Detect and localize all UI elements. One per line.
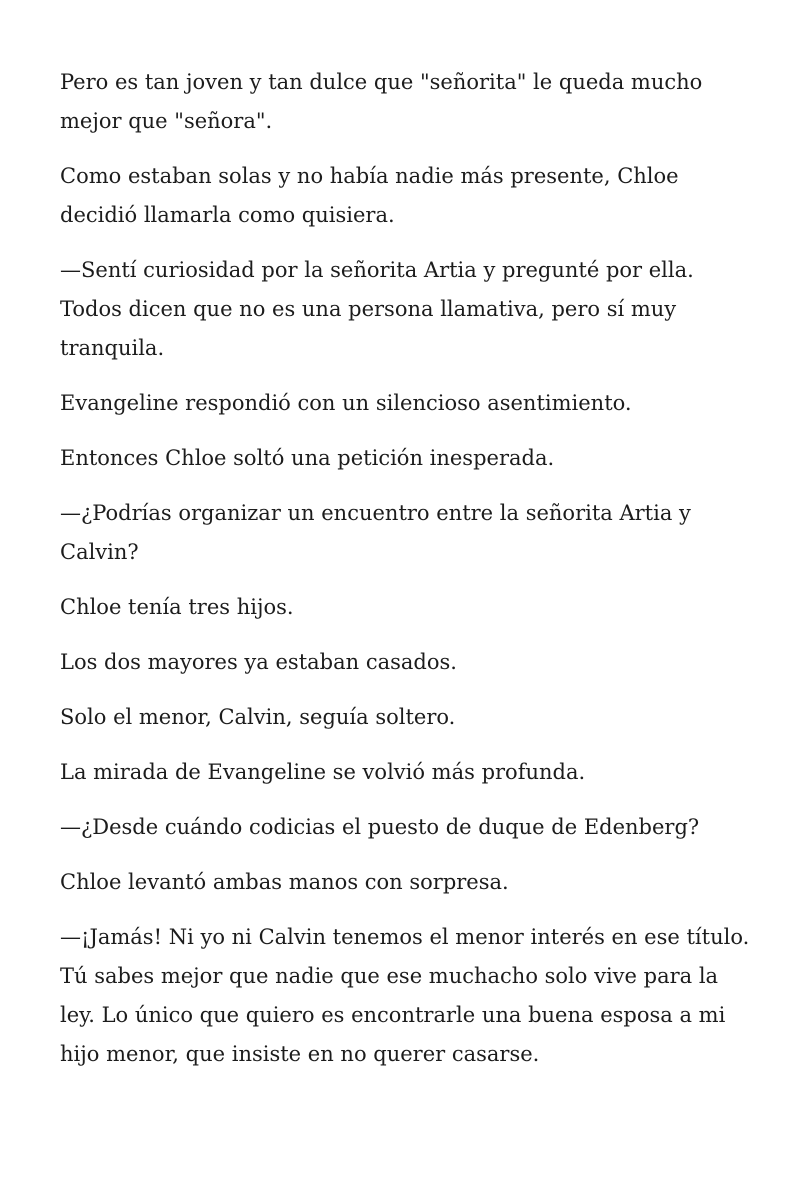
paragraph: Chloe tenía tres hijos. [60,595,294,619]
paragraph: Pero es tan joven y tan dulce que "señorita" le queda mucho mejor que "señora". [60,70,703,133]
paragraph: —¡Jamás! Ni yo ni Calvin tenemos el menor interés en ese título. Tú sabes mejor que nadie que ese muchacho solo vive para la ley. Lo único que quiero es encontrarle una buena esposa a mi hijo menor, que insiste en no querer casarse. [60,925,750,1066]
paragraph: Solo el menor, Calvin, seguía soltero. [60,705,456,729]
paragraph: —Sentí curiosidad por la señorita Artia y pregunté por ella. Todos dicen que no es una persona llamativa, pero sí muy tranquila. [60,258,694,360]
paragraph: —¿Podrías organizar un encuentro entre la señorita Artia y Calvin? [60,501,691,564]
paragraph: Evangeline respondió con un silencioso asentimiento. [60,391,632,415]
paragraph: Entonces Chloe soltó una petición inesperada. [60,446,555,470]
document-page [60,63,750,1090]
paragraph: Los dos mayores ya estaban casados. [60,650,457,674]
paragraph: Como estaban solas y no había nadie más presente, Chloe decidió llamarla como quisiera. [60,164,679,227]
paragraph: Chloe levantó ambas manos con sorpresa. [60,870,509,894]
paragraph: —¿Desde cuándo codicias el puesto de duque de Edenberg? [60,815,700,839]
paragraph: La mirada de Evangeline se volvió más profunda. [60,760,586,784]
